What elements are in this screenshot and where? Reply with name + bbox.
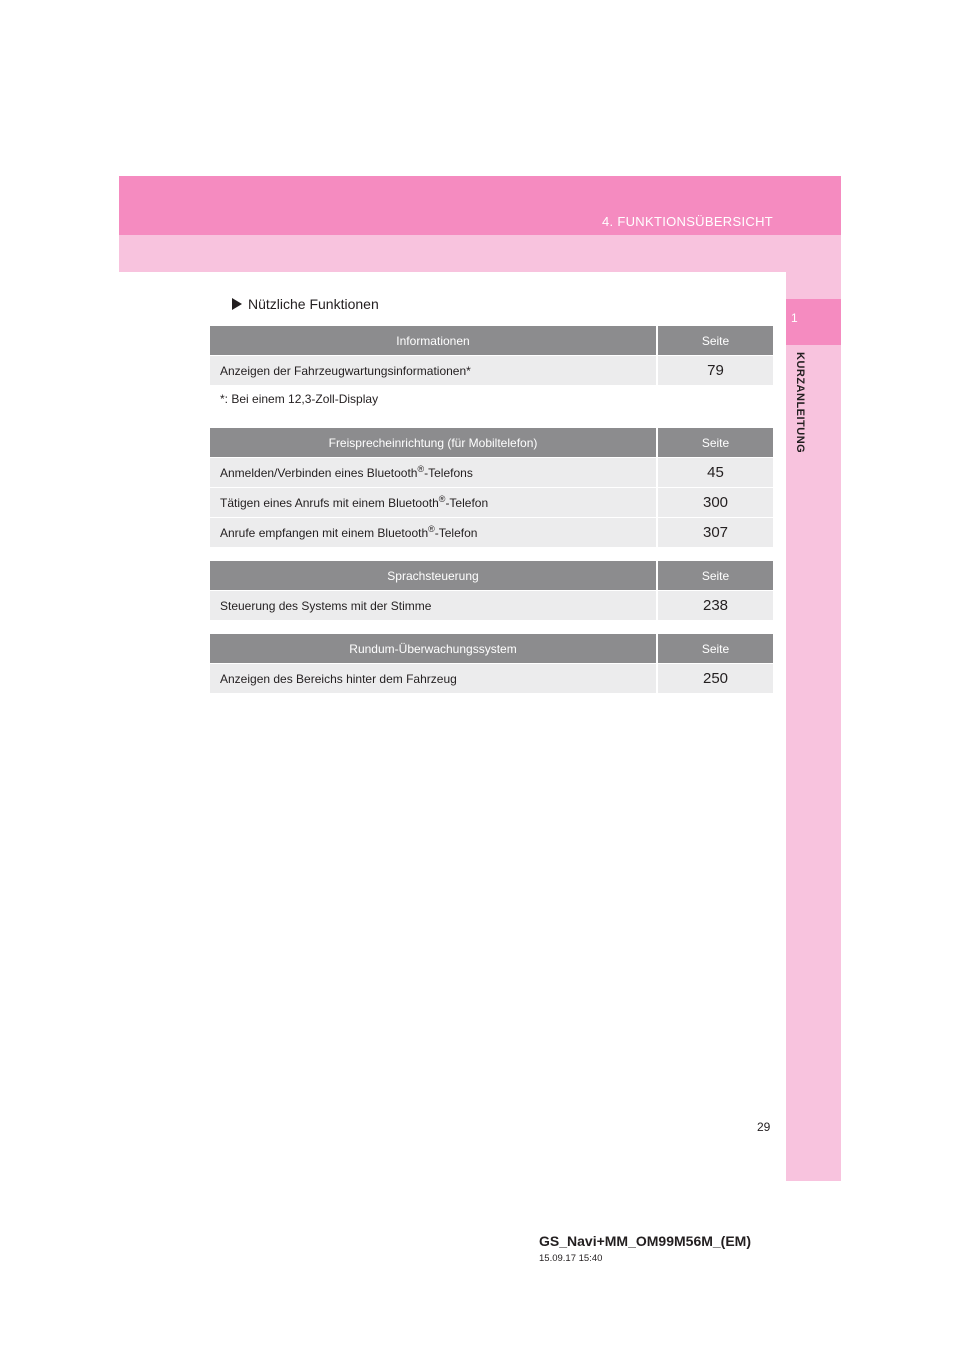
- row-page: 300: [657, 488, 773, 518]
- registered-mark: ®: [428, 523, 435, 534]
- column-header-page: Seite: [657, 326, 773, 356]
- table-row: [210, 458, 773, 488]
- row-topic: [210, 591, 657, 621]
- row-topic-text: Anrufe empfangen mit einem Bluetooth: [220, 525, 429, 540]
- table-header-row: [210, 634, 773, 664]
- row-topic: [210, 518, 657, 548]
- document-code: GS_Navi+MM_OM99M56M_(EM): [539, 1233, 752, 1249]
- row-page: 45: [657, 458, 773, 488]
- row-topic-text: Tätigen eines Anrufs mit einem Bluetooth: [220, 495, 439, 510]
- table-sprachsteuerung: [210, 561, 773, 621]
- row-topic-suffix: -Telefon: [434, 525, 478, 540]
- row-page: 250: [657, 664, 773, 694]
- row-topic-text: Anmelden/Verbinden eines Bluetooth: [220, 465, 418, 480]
- row-page: 238: [657, 591, 773, 621]
- document-date: 15.09.17 15:40: [539, 1253, 603, 1264]
- table-row: [210, 591, 773, 621]
- header-bar: [119, 176, 841, 235]
- column-header-topic: Informationen: [210, 326, 657, 356]
- table-header-row: [210, 428, 773, 458]
- table-row: [210, 488, 773, 518]
- table-row: [210, 356, 773, 386]
- footnote: *: Bei einem 12,3-Zoll-Display: [220, 392, 379, 406]
- row-topic-text: Steuerung des Systems mit der Stimme: [220, 598, 432, 613]
- column-header-topic: Rundum-Überwachungssystem: [210, 634, 657, 664]
- row-page: 79: [657, 356, 773, 386]
- column-header-page: Seite: [657, 561, 773, 591]
- page-number: 29: [757, 1120, 771, 1134]
- header-sub-band: [119, 235, 841, 272]
- row-topic: [210, 488, 657, 518]
- chapter-number: 1: [791, 311, 798, 325]
- row-topic: [210, 356, 657, 386]
- row-topic-suffix: -Telefon: [445, 495, 489, 510]
- column-header-page: Seite: [657, 634, 773, 664]
- table-rundum-ueberwachungssystem: [210, 634, 773, 694]
- row-page: 307: [657, 518, 773, 548]
- column-header-topic: Freisprecheinrichtung (für Mobiltelefon): [210, 428, 657, 458]
- table-informationen: [210, 326, 773, 386]
- row-topic-text: Anzeigen des Bereichs hinter dem Fahrzeug: [220, 671, 457, 686]
- triangle-bullet-icon: [232, 298, 242, 310]
- table-row: [210, 518, 773, 548]
- row-topic: [210, 664, 657, 694]
- registered-mark: ®: [438, 493, 446, 504]
- table-header-row: [210, 561, 773, 591]
- section-heading: [232, 296, 379, 312]
- table-freisprecheinrichtung: [210, 428, 773, 548]
- table-header-row: [210, 326, 773, 356]
- chapter-title: 4. FUNKTIONSÜBERSICHT: [602, 214, 773, 229]
- row-topic-suffix: -Telefons: [424, 465, 473, 480]
- registered-mark: ®: [417, 463, 425, 474]
- column-header-topic: Sprachsteuerung: [210, 561, 657, 591]
- column-header-page: Seite: [657, 428, 773, 458]
- table-row: [210, 664, 773, 694]
- row-topic: [210, 458, 657, 488]
- row-topic-text: Anzeigen der Fahrzeugwartungsinformationen*: [220, 363, 471, 378]
- chapter-label: KURZANLEITUNG: [794, 352, 806, 454]
- section-heading-text: Nützliche Funktionen: [248, 296, 379, 312]
